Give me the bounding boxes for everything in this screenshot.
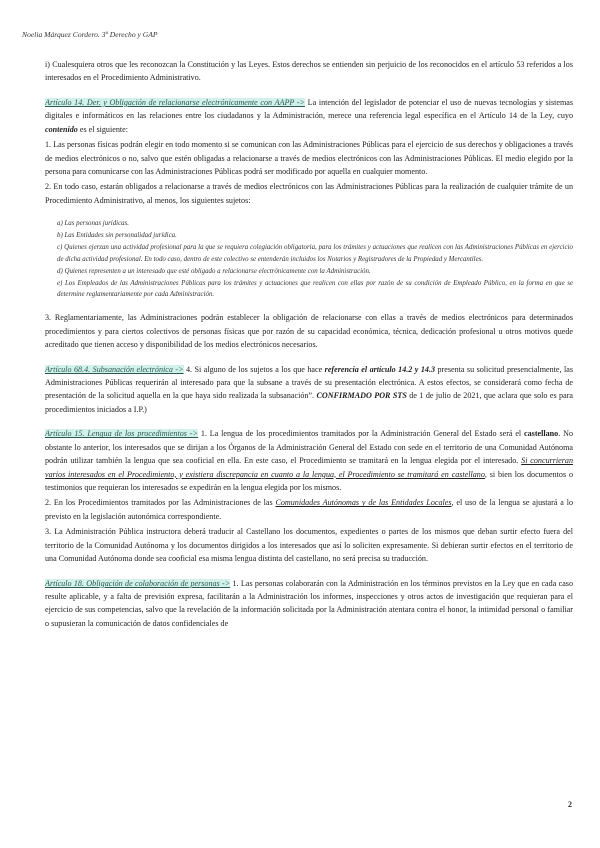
article-14-point-3: 3. Reglamentariamente, las Administraciones podrán establecer la obligación de relacionarse con ellas a través de medios electrónicos para determinados procedimientos y para ciertos colectivos de personas físicas que por razón de su capacidad económica, técnica, dedicación profesional u otros motivos quede acreditado que tienen acceso y disponibilidad de los medios electrónicos necesarios. [45, 313, 573, 350]
article-15-point-1: Artículo 15. Lengua de los procedimientos -> 1. La lengua de los procedimientos tramitados por la Administración General del Estado será el castellano. No obstante lo anterior, los interesados que se dirijan a los Órganos de la Administración General del Estado con sede en el territorio de una Comunidad Autónoma podrán utilizar también la lengua que sea cooficial en ella. En este caso, el Procedimiento se tramitará en la lengua elegida por el interesado. Si concurrieran varios interesados en el Procedimiento, y existiera discrepancia en cuanto a la lengua, el Procedimiento se tramitará en castellano, si bien los documentos o testimonios que requieran los interesados se expedirán en la lengua elegida por los mismos. [45, 427, 573, 494]
paragraph-i: i) Cualesquiera otros que les reconozcan la Constitución y las Leyes. Estos derechos se entienden sin perjuicio de los reconocidos en el artículo 53 referidos a los interesados en el Procedimiento Administrativo. [45, 60, 573, 83]
article-14-reference: Artículo 14. Der. y Obligación de relacionarse electrónicamente con AAPP -> [45, 98, 305, 107]
article-68-reference: Artículo 68.4. Subsanación electrónica -> [45, 365, 184, 374]
article-14-intro: Artículo 14. Der. y Obligación de relacionarse electrónicamente con AAPP -> La intención del legislador de potenciar el uso de nuevas tecnologías y sistemas digitales e informáticos en las relaciones entre los ciudadanos y la Administración, merece una referencia legal específica en el Artículo 14 de la Ley, cuyo contenido es el siguiente: [45, 96, 573, 136]
document-body [45, 58, 573, 641]
article-14-subjects-list [45, 218, 573, 301]
page-number: 2 [568, 800, 572, 809]
list-item: d) Quienes representen a un interesado que esté obligado a relacionarse electrónicamente con la Administración. [57, 267, 371, 275]
article-68-paragraph: Artículo 68.4. Subsanación electrónica -> 4. Si alguno de los sujetos a los que hace referencia el artículo 14.2 y 14.3 presenta su solicitud presencialmente, las Administraciones Públicas requerirán al interesado para que la subsane a través de su presentación electrónica. A estos efectos, se considerará como fecha de presentación de la solicitud aquella en la que haya sido realizada la subsanación”. CONFIRMADO POR STS de 1 de julio de 2021, que aclara que solo es para procedimientos iniciados a I.P.) [45, 363, 573, 417]
article-15-reference: Artículo 15. Lengua de los procedimientos -> [45, 429, 198, 438]
article-18-paragraph: Artículo 18. Obligación de colaboración de personas -> 1. Las personas colaborarán con la Administración en los términos previstos en la Ley que en cada caso resulte aplicable, y a falta de previsión expresa, facilitarán a la Administración los informes, inspecciones y otros actos de investigación que requieran para el ejercicio de sus competencias, salvo que la revelación de la información solicitada por la Administración atentara contra el honor, la intimidad personal o familiar o supusieran la comunicación de datos confidenciales de [45, 577, 573, 631]
list-item: e) Los Empleados de las Administraciones Públicas para los trámites y actuaciones que realicen con ellas por razón de su condición de Empleado Público, en la forma en que se determine reglamentariamente por cada Administración. [57, 279, 573, 299]
page-header: Noelia Márquez Cordero. 3º Derecho y GAP [22, 30, 158, 39]
list-item: c) Quienes ejerzan una actividad profesional para la que se requiera colegiación obligatoria, para los trámites y actuaciones que realicen con las Administraciones Públicas en ejercicio de dicha actividad profesional. En todo caso, dentro de este colectivo se entenderán incluidos los Notarios y Registradores de la Propiedad y Mercantiles. [57, 243, 573, 263]
article-14-point-1: 1. Las personas físicas podrán elegir en todo momento si se comunican con las Administraciones Públicas para el ejercicio de sus derechos y obligaciones a través de medios electrónicos o no, salvo que estén obligadas a relacionarse a través de medios electrónicos con las Administraciones Públicas. El medio elegido por la persona para comunicarse con las Administraciones Públicas podrá ser modificado por aquella en cualquier momento. [45, 140, 573, 176]
article-15-point-3: 3. La Administración Pública instructora deberá traducir al Castellano los documentos, expedientes o partes de los mismos que deban surtir efecto fuera del territorio de la Comunidad Autónoma y los documentos dirigidos a los interesados que así lo soliciten expresamente. Si debieran surtir efectos en el territorio de una Comunidad Autónoma donde sea cooficial esa misma lengua distinta del castellano, no será precisa su traducción. [45, 527, 573, 564]
article-18-reference: Artículo 18. Obligación de colaboración de personas -> [45, 579, 230, 588]
list-item: b) Las Entidades sin personalidad jurídica. [57, 232, 177, 240]
list-item: a) Las personas jurídicas. [57, 220, 129, 228]
article-15-point-2: 2. En los Procedimientos tramitados por las Administraciones de las Comunidades Autónomas y de las Entidades Locales, el uso de la lengua se ajustará a lo previsto en la legislación autonómica correspondiente. [45, 498, 573, 521]
article-14-point-2: 2. En todo caso, estarán obligados a relacionarse a través de medios electrónicos con las Administraciones Públicas para la realización de cualquier trámite de un Procedimiento Administrativo, al menos, los siguientes sujetos: [45, 182, 573, 205]
